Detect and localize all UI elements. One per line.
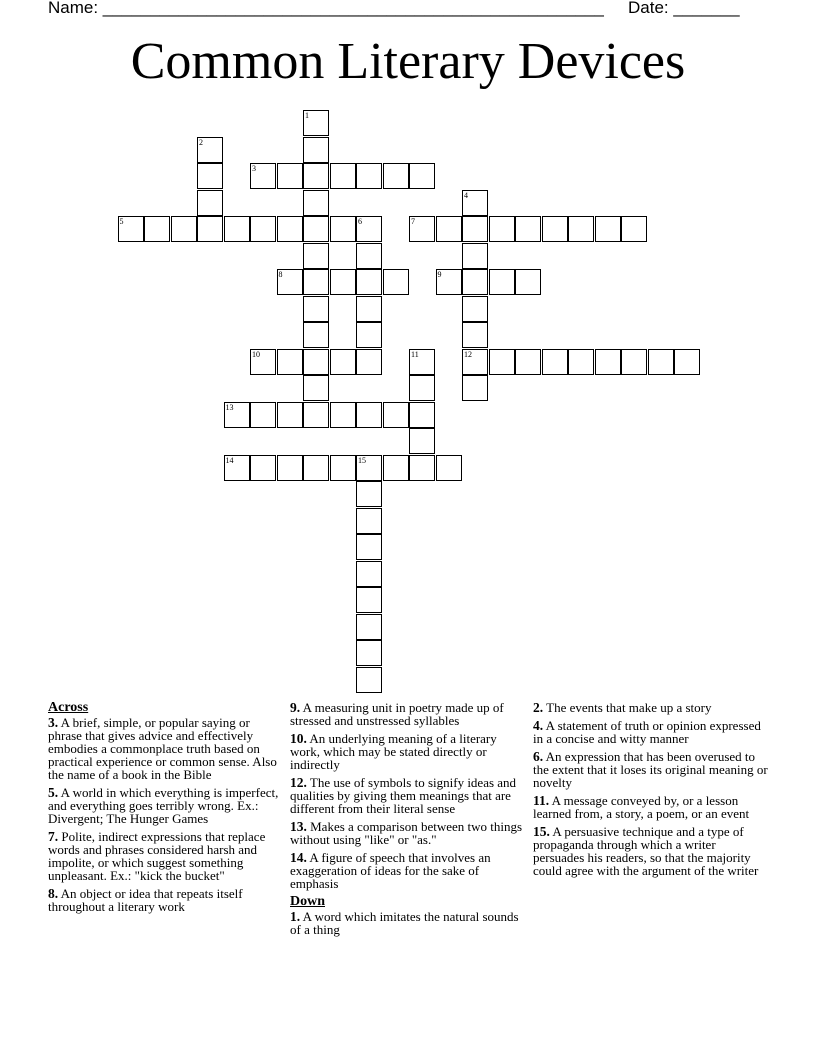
- clue-item: [533, 750, 769, 789]
- clue-text: A measuring unit in poetry made up of stressed and unstressed syllables: [290, 700, 504, 728]
- grid-cell[interactable]: [462, 269, 488, 295]
- grid-cell[interactable]: [462, 322, 488, 348]
- grid-cell[interactable]: [436, 216, 462, 242]
- grid-cell[interactable]: [462, 216, 488, 242]
- grid-cell[interactable]: [303, 190, 329, 216]
- grid-cell[interactable]: [356, 640, 382, 666]
- grid-cell[interactable]: [303, 163, 329, 189]
- across-heading: Across: [48, 700, 89, 715]
- clue-text: A figure of speech that involves an exaggeration of ideas for the sake of emphasis: [290, 850, 491, 891]
- grid-cell[interactable]: [356, 216, 382, 242]
- grid-cell[interactable]: [462, 349, 488, 375]
- clue-text: Polite, indirect expressions that replace words and phrases considered harsh and impolite, or which suggest something unpleasant. Ex.: "kick the bucket": [48, 829, 266, 883]
- grid-cell[interactable]: [224, 402, 250, 428]
- grid-cell[interactable]: [356, 269, 382, 295]
- grid-cell[interactable]: [356, 243, 382, 269]
- grid-cell[interactable]: [303, 243, 329, 269]
- grid-cell[interactable]: [409, 216, 435, 242]
- grid-cell[interactable]: [303, 269, 329, 295]
- grid-cell[interactable]: [277, 349, 303, 375]
- clue-number: 2.: [533, 700, 544, 715]
- across-clue-list: [48, 716, 284, 913]
- page-title: Common Literary Devices: [130, 33, 686, 90]
- cell-number: 8: [278, 270, 283, 279]
- cell-number: 7: [411, 217, 415, 226]
- clue-item: [290, 910, 526, 936]
- clue-number: 5.: [48, 785, 59, 800]
- grid-cell[interactable]: [277, 269, 303, 295]
- grid-cell[interactable]: [515, 349, 541, 375]
- grid-cell[interactable]: [409, 349, 435, 375]
- clue-text: A brief, simple, or popular saying or phrase that gives advice and effectively embodies a commonplace truth based on practical experience or common sense. Also the name of a book in the Bible: [48, 715, 277, 782]
- clue-item: [48, 716, 284, 781]
- clue-number: 14.: [290, 850, 307, 865]
- clue-item: [533, 825, 769, 877]
- grid-cell[interactable]: [383, 269, 409, 295]
- cell-number: 1: [305, 111, 309, 120]
- grid-cell[interactable]: [197, 216, 223, 242]
- grid-cell[interactable]: [197, 163, 223, 189]
- grid-cell[interactable]: [409, 455, 435, 481]
- across-clue-list-continued: [290, 701, 526, 890]
- cell-number: 14: [225, 455, 234, 465]
- grid-cell[interactable]: [330, 402, 356, 428]
- clue-number: 15.: [533, 824, 550, 839]
- grid-cell[interactable]: [489, 349, 515, 375]
- grid-cell[interactable]: [648, 349, 674, 375]
- cell-number: 11: [411, 349, 419, 359]
- clue-number: 8.: [48, 886, 59, 901]
- grid-cell[interactable]: [356, 402, 382, 428]
- clue-item: [290, 701, 526, 727]
- cell-number: 6: [358, 217, 362, 226]
- grid-cell[interactable]: [595, 349, 621, 375]
- date-field-label[interactable]: Date: _______: [628, 0, 740, 17]
- grid-cell[interactable]: [542, 216, 568, 242]
- clue-item: [533, 719, 769, 745]
- grid-cell[interactable]: [436, 455, 462, 481]
- clue-text: The events that make up a story: [543, 700, 712, 715]
- grid-cell[interactable]: [409, 163, 435, 189]
- grid-cell[interactable]: [409, 375, 435, 401]
- grid-cell[interactable]: [568, 216, 594, 242]
- clue-text: An expression that has been overused to the extent that it loses its original meaning or novelty: [533, 749, 768, 790]
- grid-cell[interactable]: [489, 216, 515, 242]
- clue-text: A word which imitates the natural sounds of a thing: [290, 909, 519, 937]
- clue-text: Makes a comparison between two things without using "like" or "as.": [290, 819, 523, 847]
- clue-number: 11.: [533, 793, 550, 808]
- grid-cell[interactable]: [356, 508, 382, 534]
- clue-number: 3.: [48, 715, 59, 730]
- clues-column-1: [48, 701, 284, 918]
- grid-cell[interactable]: [674, 349, 700, 375]
- grid-cell[interactable]: [277, 163, 303, 189]
- grid-cell[interactable]: [383, 163, 409, 189]
- clue-text: An object or idea that repeats itself throughout a literary work: [48, 886, 243, 914]
- grid-cell[interactable]: [277, 455, 303, 481]
- grid-cell[interactable]: [303, 455, 329, 481]
- grid-cell[interactable]: [515, 216, 541, 242]
- grid-cell[interactable]: [515, 269, 541, 295]
- clue-item: [290, 776, 526, 815]
- grid-cell[interactable]: [409, 402, 435, 428]
- grid-cell[interactable]: [303, 349, 329, 375]
- clue-item: [290, 820, 526, 846]
- cell-number: 10: [252, 349, 260, 359]
- grid-cell[interactable]: [621, 216, 647, 242]
- name-field-label[interactable]: Name: _____________________________________________________: [48, 0, 604, 17]
- grid-cell[interactable]: [542, 349, 568, 375]
- clue-number: 6.: [533, 749, 544, 764]
- grid-cell[interactable]: [356, 534, 382, 560]
- grid-cell[interactable]: [250, 402, 276, 428]
- grid-cell[interactable]: [250, 216, 276, 242]
- down-heading: Down: [290, 894, 326, 909]
- grid-cell[interactable]: [277, 402, 303, 428]
- cell-number: 9: [437, 270, 442, 279]
- grid-cell[interactable]: [383, 455, 409, 481]
- cell-number: 2: [199, 137, 203, 147]
- grid-cell[interactable]: [462, 243, 488, 269]
- grid-cell[interactable]: [462, 296, 488, 322]
- grid-cell[interactable]: [356, 561, 382, 587]
- grid-cell[interactable]: [356, 614, 382, 640]
- clue-item: [48, 830, 284, 882]
- grid-cell[interactable]: [462, 375, 488, 401]
- clue-item: [290, 732, 526, 771]
- cell-number: 4: [464, 190, 468, 200]
- grid-cell[interactable]: [118, 216, 144, 242]
- clue-number: 13.: [290, 819, 307, 834]
- grid-cell[interactable]: [197, 190, 223, 216]
- grid-cell[interactable]: [356, 481, 382, 507]
- grid-cell[interactable]: [197, 137, 223, 163]
- grid-cell[interactable]: [224, 216, 250, 242]
- clue-text: A message conveyed by, or a lesson learned from, a story, a poem, or an event: [533, 793, 750, 821]
- clue-number: 4.: [533, 718, 544, 733]
- grid-cell[interactable]: [356, 587, 382, 613]
- down-clue-list-continued: [533, 701, 769, 877]
- grid-cell[interactable]: [330, 163, 356, 189]
- grid-cell[interactable]: [250, 163, 276, 189]
- grid-cell[interactable]: [568, 349, 594, 375]
- cell-number: 13: [225, 402, 234, 412]
- grid-cell[interactable]: [356, 349, 382, 375]
- grid-cell[interactable]: [303, 322, 329, 348]
- clues-column-3: [533, 701, 769, 882]
- grid-cell[interactable]: [303, 216, 329, 242]
- grid-cell[interactable]: [330, 349, 356, 375]
- clue-number: 10.: [290, 731, 307, 746]
- grid-cell[interactable]: [356, 322, 382, 348]
- grid-cell[interactable]: [621, 349, 647, 375]
- grid-cell[interactable]: [489, 269, 515, 295]
- down-clue-list: [290, 910, 526, 936]
- grid-cell[interactable]: [356, 296, 382, 322]
- grid-cell[interactable]: [303, 137, 329, 163]
- clue-text: An underlying meaning of a literary work, which may be stated directly or indirectly: [290, 731, 497, 772]
- clue-number: 7.: [48, 829, 59, 844]
- grid-cell[interactable]: [409, 428, 435, 454]
- grid-cell[interactable]: [330, 216, 356, 242]
- grid-cell[interactable]: [356, 667, 382, 693]
- clue-text: The use of symbols to signify ideas and qualities by giving them meanings that are different from their literal sense: [290, 775, 517, 816]
- cell-number: 5: [119, 217, 124, 226]
- grid-cell[interactable]: [303, 110, 329, 136]
- grid-cell[interactable]: [224, 455, 250, 481]
- clue-item: [533, 701, 769, 714]
- cell-number: 3: [252, 164, 256, 173]
- clue-number: 12.: [290, 775, 307, 790]
- grid-cell[interactable]: [277, 216, 303, 242]
- clue-number: 9.: [290, 700, 301, 715]
- clue-text: A statement of truth or opinion expressed in a concise and witty manner: [533, 718, 761, 746]
- grid-cell[interactable]: [250, 349, 276, 375]
- clue-item: [290, 851, 526, 890]
- clue-number: 1.: [290, 909, 301, 924]
- grid-cell[interactable]: [595, 216, 621, 242]
- grid-cell[interactable]: [303, 402, 329, 428]
- grid-cell[interactable]: [144, 216, 170, 242]
- grid-cell[interactable]: [250, 455, 276, 481]
- clue-text: A world in which everything is imperfect, and everything goes terribly wrong. Ex.: Divergent; The Hunger Games: [48, 785, 279, 826]
- grid-cell[interactable]: [356, 455, 382, 481]
- grid-cell[interactable]: [171, 216, 197, 242]
- clue-item: [533, 794, 769, 820]
- grid-cell[interactable]: [330, 269, 356, 295]
- grid-cell[interactable]: [462, 190, 488, 216]
- grid-cell[interactable]: [436, 269, 462, 295]
- clue-text: A persuasive technique and a type of propaganda through which a writer persuades his readers, so that the majority could agree with the argument of the writer: [533, 824, 759, 878]
- clues-column-2: [290, 701, 526, 941]
- cell-number: 15: [358, 455, 366, 465]
- cell-number: 12: [464, 349, 472, 359]
- grid-cell[interactable]: [330, 455, 356, 481]
- clue-item: [48, 786, 284, 825]
- clue-item: [48, 887, 284, 913]
- grid-cell[interactable]: [383, 402, 409, 428]
- grid-cell[interactable]: [303, 375, 329, 401]
- grid-cell[interactable]: [303, 296, 329, 322]
- grid-cell[interactable]: [356, 163, 382, 189]
